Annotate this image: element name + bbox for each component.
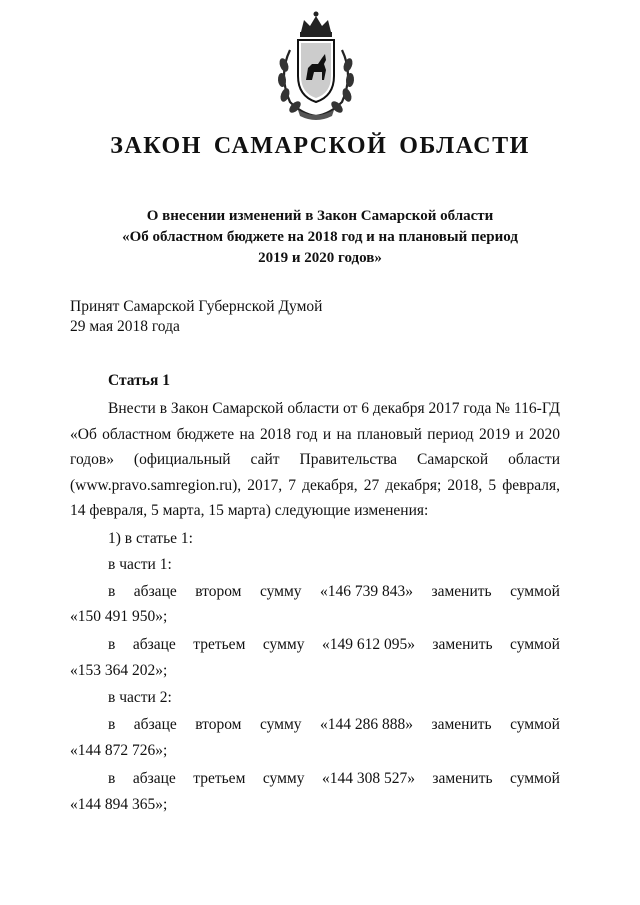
new-sum: «144 872 726»; <box>70 742 168 759</box>
amendment-line <box>108 636 560 654</box>
law-title-word: САМАРСКОЙ <box>213 133 388 159</box>
part-1-heading: в части 1: <box>108 556 172 573</box>
amendment-line <box>108 716 560 734</box>
old-sum: «144 308 527» <box>321 770 415 787</box>
word: суммой <box>510 716 560 733</box>
adoption-date: 29 мая 2018 года <box>70 318 180 335</box>
new-sum: «150 491 950»; <box>70 608 168 625</box>
article-paragraph: Внести в Закон Самарской области от 6 декабря 2017 года № 116-ГД «Об областном бюджете на 2018 год и на плановый период 2019 и 2020 годов» (официальный сайт Правительства Самарской области (www.pravo.samregion.ru), 2017, 7 декабря, 27 декабря; 2018, 5 февраля, 14 февраля, 5 марта, 15 марта) следующие изменения: <box>70 400 560 519</box>
law-title <box>0 133 640 160</box>
amendment-line <box>108 583 560 601</box>
word: третьем <box>193 770 246 787</box>
word: суммой <box>510 636 560 653</box>
adoption-info <box>70 297 322 337</box>
word: заменить <box>431 716 492 733</box>
word: в <box>108 716 116 733</box>
word: абзаце <box>132 770 176 787</box>
word: суммой <box>510 770 560 787</box>
subtitle-line: «Об областном бюджете на 2018 год и на плановый период <box>122 229 518 245</box>
subtitle-line: 2019 и 2020 годов» <box>258 250 382 266</box>
subtitle-line: О внесении изменений в Закон Самарской области <box>146 208 494 224</box>
word: заменить <box>431 583 492 600</box>
word: заменить <box>432 770 493 787</box>
word: сумму <box>262 636 305 653</box>
word: абзаце <box>133 583 177 600</box>
new-sum: «144 894 365»; <box>70 796 168 813</box>
adopted-by: Принят Самарской Губернской Думой <box>70 298 323 315</box>
word: сумму <box>259 583 302 600</box>
word: суммой <box>510 583 560 600</box>
word: в <box>108 583 116 600</box>
article-heading: Статья 1 <box>108 372 170 389</box>
word: третьем <box>193 636 246 653</box>
law-subtitle <box>60 206 580 269</box>
word: абзаце <box>133 716 177 733</box>
new-sum: «153 364 202»; <box>70 662 168 679</box>
part-2-heading: в части 2: <box>108 689 172 706</box>
old-sum: «149 612 095» <box>321 636 415 653</box>
law-title-word: ЗАКОН <box>110 133 202 159</box>
law-title-word: ОБЛАСТИ <box>399 133 530 159</box>
samara-coat-of-arms-emblem <box>268 10 364 125</box>
old-sum: «144 286 888» <box>320 716 414 733</box>
item-1: 1) в статье 1: <box>108 530 193 547</box>
amendment-line <box>108 770 560 788</box>
word: сумму <box>259 716 302 733</box>
word: в <box>108 636 116 653</box>
word: сумму <box>262 770 305 787</box>
word: абзаце <box>132 636 176 653</box>
word: заменить <box>432 636 493 653</box>
old-sum: «146 739 843» <box>320 583 414 600</box>
word: втором <box>195 716 242 733</box>
word: в <box>108 770 116 787</box>
word: втором <box>195 583 242 600</box>
